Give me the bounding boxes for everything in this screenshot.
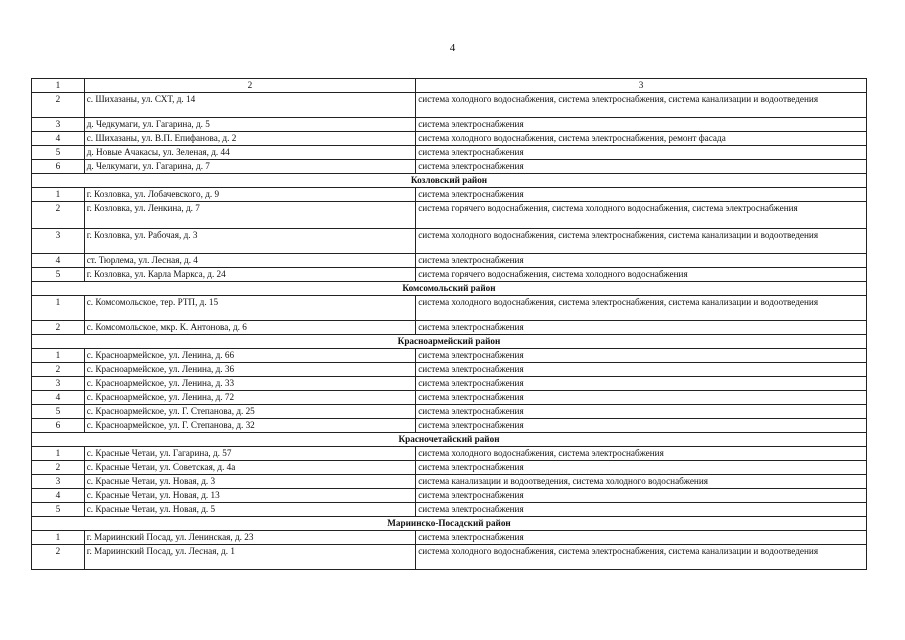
table-row	[32, 132, 867, 146]
district-row	[32, 517, 867, 531]
row-systems: система холодного водоснабжения, система электроснабжения, система канализации и водоотведения	[416, 296, 867, 321]
row-address: с. Комсомольское, мкр. К. Антонова, д. 6	[84, 321, 415, 335]
housing-repair-table	[31, 78, 867, 570]
row-number: 6	[32, 160, 85, 174]
row-systems: система электроснабжения	[416, 377, 867, 391]
row-number: 5	[32, 146, 85, 160]
row-address: г. Мариинский Посад, ул. Лесная, д. 1	[84, 545, 415, 570]
table-row	[32, 531, 867, 545]
row-address: с. Красноармейское, ул. Ленина, д. 66	[84, 349, 415, 363]
table-row	[32, 419, 867, 433]
row-number: 2	[32, 321, 85, 335]
row-address: г. Козловка, ул. Карла Маркса, д. 24	[84, 268, 415, 282]
row-systems: система электроснабжения	[416, 419, 867, 433]
row-address: с. Красные Четаи, ул. Новая, д. 3	[84, 475, 415, 489]
district-name: Козловский район	[32, 174, 867, 188]
row-number: 3	[32, 377, 85, 391]
row-systems: система электроснабжения	[416, 531, 867, 545]
row-number: 3	[32, 229, 85, 254]
row-systems: система электроснабжения	[416, 321, 867, 335]
row-address: с. Красные Четаи, ул. Советская, д. 4а	[84, 461, 415, 475]
header-col-1: 1	[32, 79, 85, 93]
table-row	[32, 461, 867, 475]
row-number: 1	[32, 349, 85, 363]
table-row	[32, 296, 867, 321]
row-systems: система электроснабжения	[416, 349, 867, 363]
row-number: 2	[32, 363, 85, 377]
row-systems: система электроснабжения	[416, 118, 867, 132]
table-row	[32, 363, 867, 377]
row-address: с. Шихазаны, ул. СХТ, д. 14	[84, 93, 415, 118]
district-name: Комсомольский район	[32, 282, 867, 296]
row-systems: система электроснабжения	[416, 489, 867, 503]
row-systems: система электроснабжения	[416, 461, 867, 475]
row-address: д. Челкумаги, ул. Гагарина, д. 7	[84, 160, 415, 174]
row-number: 4	[32, 254, 85, 268]
row-number: 2	[32, 545, 85, 570]
row-number: 1	[32, 296, 85, 321]
table-row	[32, 349, 867, 363]
row-address: с. Красноармейское, ул. Ленина, д. 72	[84, 391, 415, 405]
row-address: г. Мариинский Посад, ул. Ленинская, д. 23	[84, 531, 415, 545]
table-row	[32, 405, 867, 419]
table-row	[32, 93, 867, 118]
table-row	[32, 202, 867, 229]
table-row	[32, 489, 867, 503]
row-number: 3	[32, 118, 85, 132]
row-number: 2	[32, 202, 85, 229]
row-number: 1	[32, 531, 85, 545]
row-systems: система электроснабжения	[416, 254, 867, 268]
row-number: 3	[32, 475, 85, 489]
table-row	[32, 503, 867, 517]
row-address: с. Шихазаны, ул. В.П. Епифанова, д. 2	[84, 132, 415, 146]
table-row	[32, 447, 867, 461]
table-row	[32, 146, 867, 160]
row-number: 2	[32, 93, 85, 118]
row-systems: система электроснабжения	[416, 160, 867, 174]
header-col-2: 2	[84, 79, 415, 93]
row-systems: система электроснабжения	[416, 391, 867, 405]
table-row	[32, 321, 867, 335]
row-systems: система электроснабжения	[416, 363, 867, 377]
row-address: г. Козловка, ул. Рабочая, д. 3	[84, 229, 415, 254]
table-row	[32, 268, 867, 282]
row-address: г. Козловка, ул. Ленкина, д. 7	[84, 202, 415, 229]
table-header-row	[32, 79, 867, 93]
row-systems: система холодного водоснабжения, система электроснабжения, ремонт фасада	[416, 132, 867, 146]
table-row	[32, 188, 867, 202]
row-address: с. Комсомольское, тер. РТП, д. 15	[84, 296, 415, 321]
row-address: с. Красноармейское, ул. Ленина, д. 33	[84, 377, 415, 391]
row-systems: система горячего водоснабжения, система холодного водоснабжения, система электроснабжения	[416, 202, 867, 229]
row-number: 4	[32, 391, 85, 405]
district-row	[32, 282, 867, 296]
row-address: с. Красноармейское, ул. Г. Степанова, д. 25	[84, 405, 415, 419]
row-number: 1	[32, 447, 85, 461]
row-number: 5	[32, 268, 85, 282]
header-col-3: 3	[416, 79, 867, 93]
table-row	[32, 545, 867, 570]
row-address: с. Красные Четаи, ул. Новая, д. 5	[84, 503, 415, 517]
table-row	[32, 475, 867, 489]
table-row	[32, 377, 867, 391]
district-name: Красноармейский район	[32, 335, 867, 349]
row-address: с. Красноармейское, ул. Ленина, д. 36	[84, 363, 415, 377]
row-number: 5	[32, 503, 85, 517]
page-number: 4	[449, 42, 456, 54]
district-row	[32, 433, 867, 447]
row-systems: система электроснабжения	[416, 188, 867, 202]
row-number: 4	[32, 132, 85, 146]
row-systems: система канализации и водоотведения, система холодного водоснабжения	[416, 475, 867, 489]
table-row	[32, 118, 867, 132]
row-systems: система горячего водоснабжения, система холодного водоснабжения	[416, 268, 867, 282]
row-number: 4	[32, 489, 85, 503]
table-row	[32, 391, 867, 405]
row-systems: система холодного водоснабжения, система электроснабжения, система канализации и водоотведения	[416, 229, 867, 254]
row-address: д. Новые Ачакасы, ул. Зеленая, д. 44	[84, 146, 415, 160]
row-address: с. Красные Четаи, ул. Новая, д. 13	[84, 489, 415, 503]
row-systems: система холодного водоснабжения, система электроснабжения, система канализации и водоотведения	[416, 93, 867, 118]
row-number: 2	[32, 461, 85, 475]
table-row	[32, 160, 867, 174]
row-address: д. Чедкумаги, ул. Гагарина, д. 5	[84, 118, 415, 132]
row-number: 1	[32, 188, 85, 202]
row-systems: система электроснабжения	[416, 503, 867, 517]
row-number: 6	[32, 419, 85, 433]
district-name: Мариинско-Посадский район	[32, 517, 867, 531]
row-systems: система холодного водоснабжения, система электроснабжения	[416, 447, 867, 461]
row-number: 5	[32, 405, 85, 419]
district-name: Красночетайский район	[32, 433, 867, 447]
row-systems: система электроснабжения	[416, 146, 867, 160]
row-address: с. Красноармейское, ул. Г. Степанова, д. 32	[84, 419, 415, 433]
table-row	[32, 254, 867, 268]
table-row	[32, 229, 867, 254]
row-systems: система электроснабжения	[416, 405, 867, 419]
row-address: г. Козловка, ул. Лобачевского, д. 9	[84, 188, 415, 202]
row-address: ст. Тюрлема, ул. Лесная, д. 4	[84, 254, 415, 268]
table-body	[32, 79, 867, 570]
row-address: с. Красные Четаи, ул. Гагарина, д. 57	[84, 447, 415, 461]
row-systems: система холодного водоснабжения, система электроснабжения, система канализации и водоотведения	[416, 545, 867, 570]
district-row	[32, 335, 867, 349]
district-row	[32, 174, 867, 188]
